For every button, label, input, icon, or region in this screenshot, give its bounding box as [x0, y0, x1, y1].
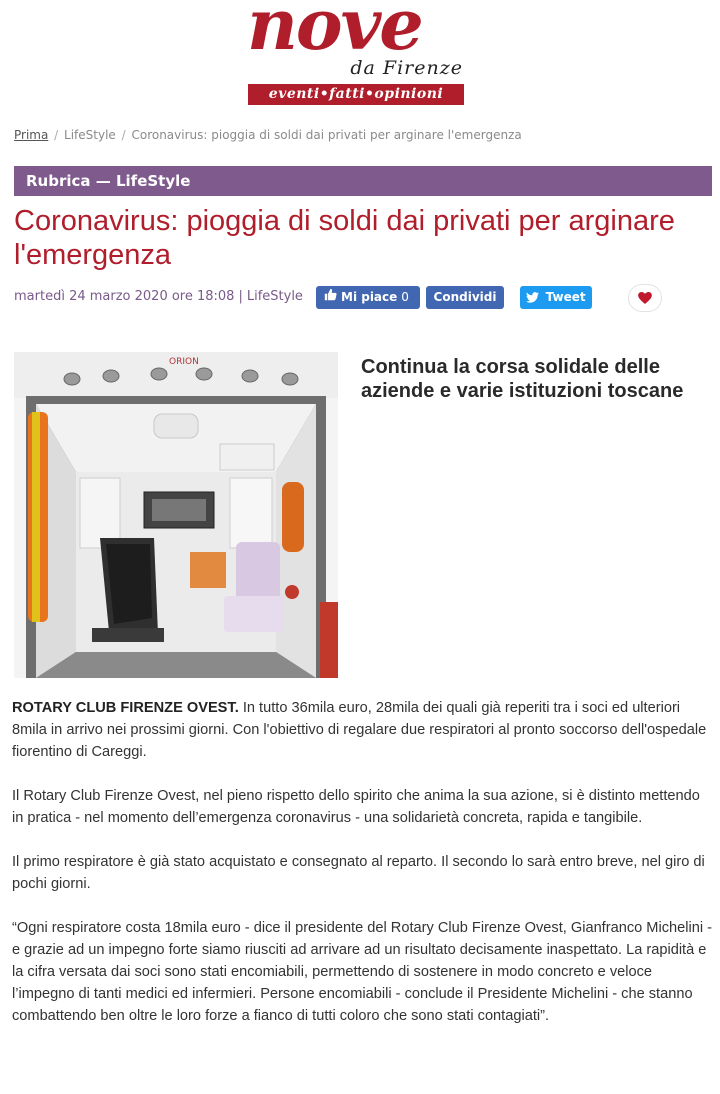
- article-date: martedì 24 marzo 2020 ore 18:08: [14, 289, 235, 304]
- breadcrumb-section-link[interactable]: LifeStyle: [64, 128, 116, 142]
- logo-tagline: eventi•fatti•opinioni: [248, 84, 464, 105]
- article-title: Coronavirus: pioggia di soldi dai privati per arginare l'emergenza: [14, 205, 675, 271]
- breadcrumb-current: Coronavirus: pioggia di soldi dai privati per arginare l'emergenza: [131, 128, 522, 142]
- thumbs-up-icon: [324, 286, 337, 309]
- article-image-ambulance: [14, 352, 338, 678]
- logo-word: nove: [247, 0, 422, 66]
- tweet-button[interactable]: [520, 286, 592, 309]
- article-body: [12, 697, 712, 1049]
- breadcrumb-separator: /: [117, 128, 130, 142]
- site-logo[interactable]: [247, 2, 469, 106]
- article-category-link[interactable]: LifeStyle: [246, 289, 303, 304]
- ambulance-brand-text: ORION: [169, 357, 199, 367]
- logo-subtitle: da Firenze: [350, 57, 463, 79]
- article-paragraph: “Ogni respiratore costa 18mila euro - dice il presidente del Rotary Club Firenze Ovest, Gianfranco Michelini - e grazie ad un impegno forte siamo riusciti ad arrivare ad un risultato decisamente inaspettato. La rapidità e la cifra versata dai soci sono stati encomiabili, permettendo di sostenere in modo concreto e veloce l’impegno di tanti medici ed infermieri. Persone encomiabili - conclude il Presidente Michelini - che stanno combattendo ben oltre le loro forze a fianco di tutti coloro che sono stati contagiati”.: [12, 920, 712, 1024]
- article-meta: [14, 289, 303, 304]
- favorite-button[interactable]: [628, 284, 662, 312]
- article-paragraph: [12, 697, 712, 763]
- breadcrumb-home-link[interactable]: Prima: [14, 128, 49, 142]
- article-subtitle: Continua la corsa solidale delle aziende e varie istituzioni toscane: [361, 356, 684, 402]
- like-label: Mi piace: [341, 290, 398, 304]
- breadcrumb-separator: /: [50, 128, 63, 142]
- like-count: 0: [401, 290, 409, 304]
- article-paragraph: Il primo respiratore è già stato acquistato e consegnato al reparto. Il secondo lo sarà entro breve, nel giro di pochi giorni.: [12, 854, 705, 892]
- facebook-share-button[interactable]: Condividi: [426, 286, 504, 309]
- heart-icon: [638, 292, 652, 304]
- paragraph-text: In tutto 36mila euro, 28mila dei quali già reperiti tra i soci ed ulteriori 8mila in arrivo nei prossimi giorni. Con l'obiettivo di regalare due respiratori al pronto soccorso dell'ospedale fiorentino di Careggi.: [12, 700, 707, 760]
- tweet-label: Tweet: [545, 290, 586, 304]
- breadcrumb: [14, 128, 522, 142]
- twitter-bird-icon: [526, 290, 545, 304]
- rubrica-header[interactable]: Rubrica — LifeStyle: [14, 166, 712, 196]
- meta-separator: |: [238, 289, 243, 304]
- facebook-like-button[interactable]: [316, 286, 420, 309]
- article-paragraph: Il Rotary Club Firenze Ovest, nel pieno rispetto dello spirito che anima la sua azione, si è distinto mettendo in pratica - nel momento dell’emergenza coronavirus - una solidarietà concreta, rapida e tangibile.: [12, 788, 700, 826]
- paragraph-lead: ROTARY CLUB FIRENZE OVEST.: [12, 700, 239, 716]
